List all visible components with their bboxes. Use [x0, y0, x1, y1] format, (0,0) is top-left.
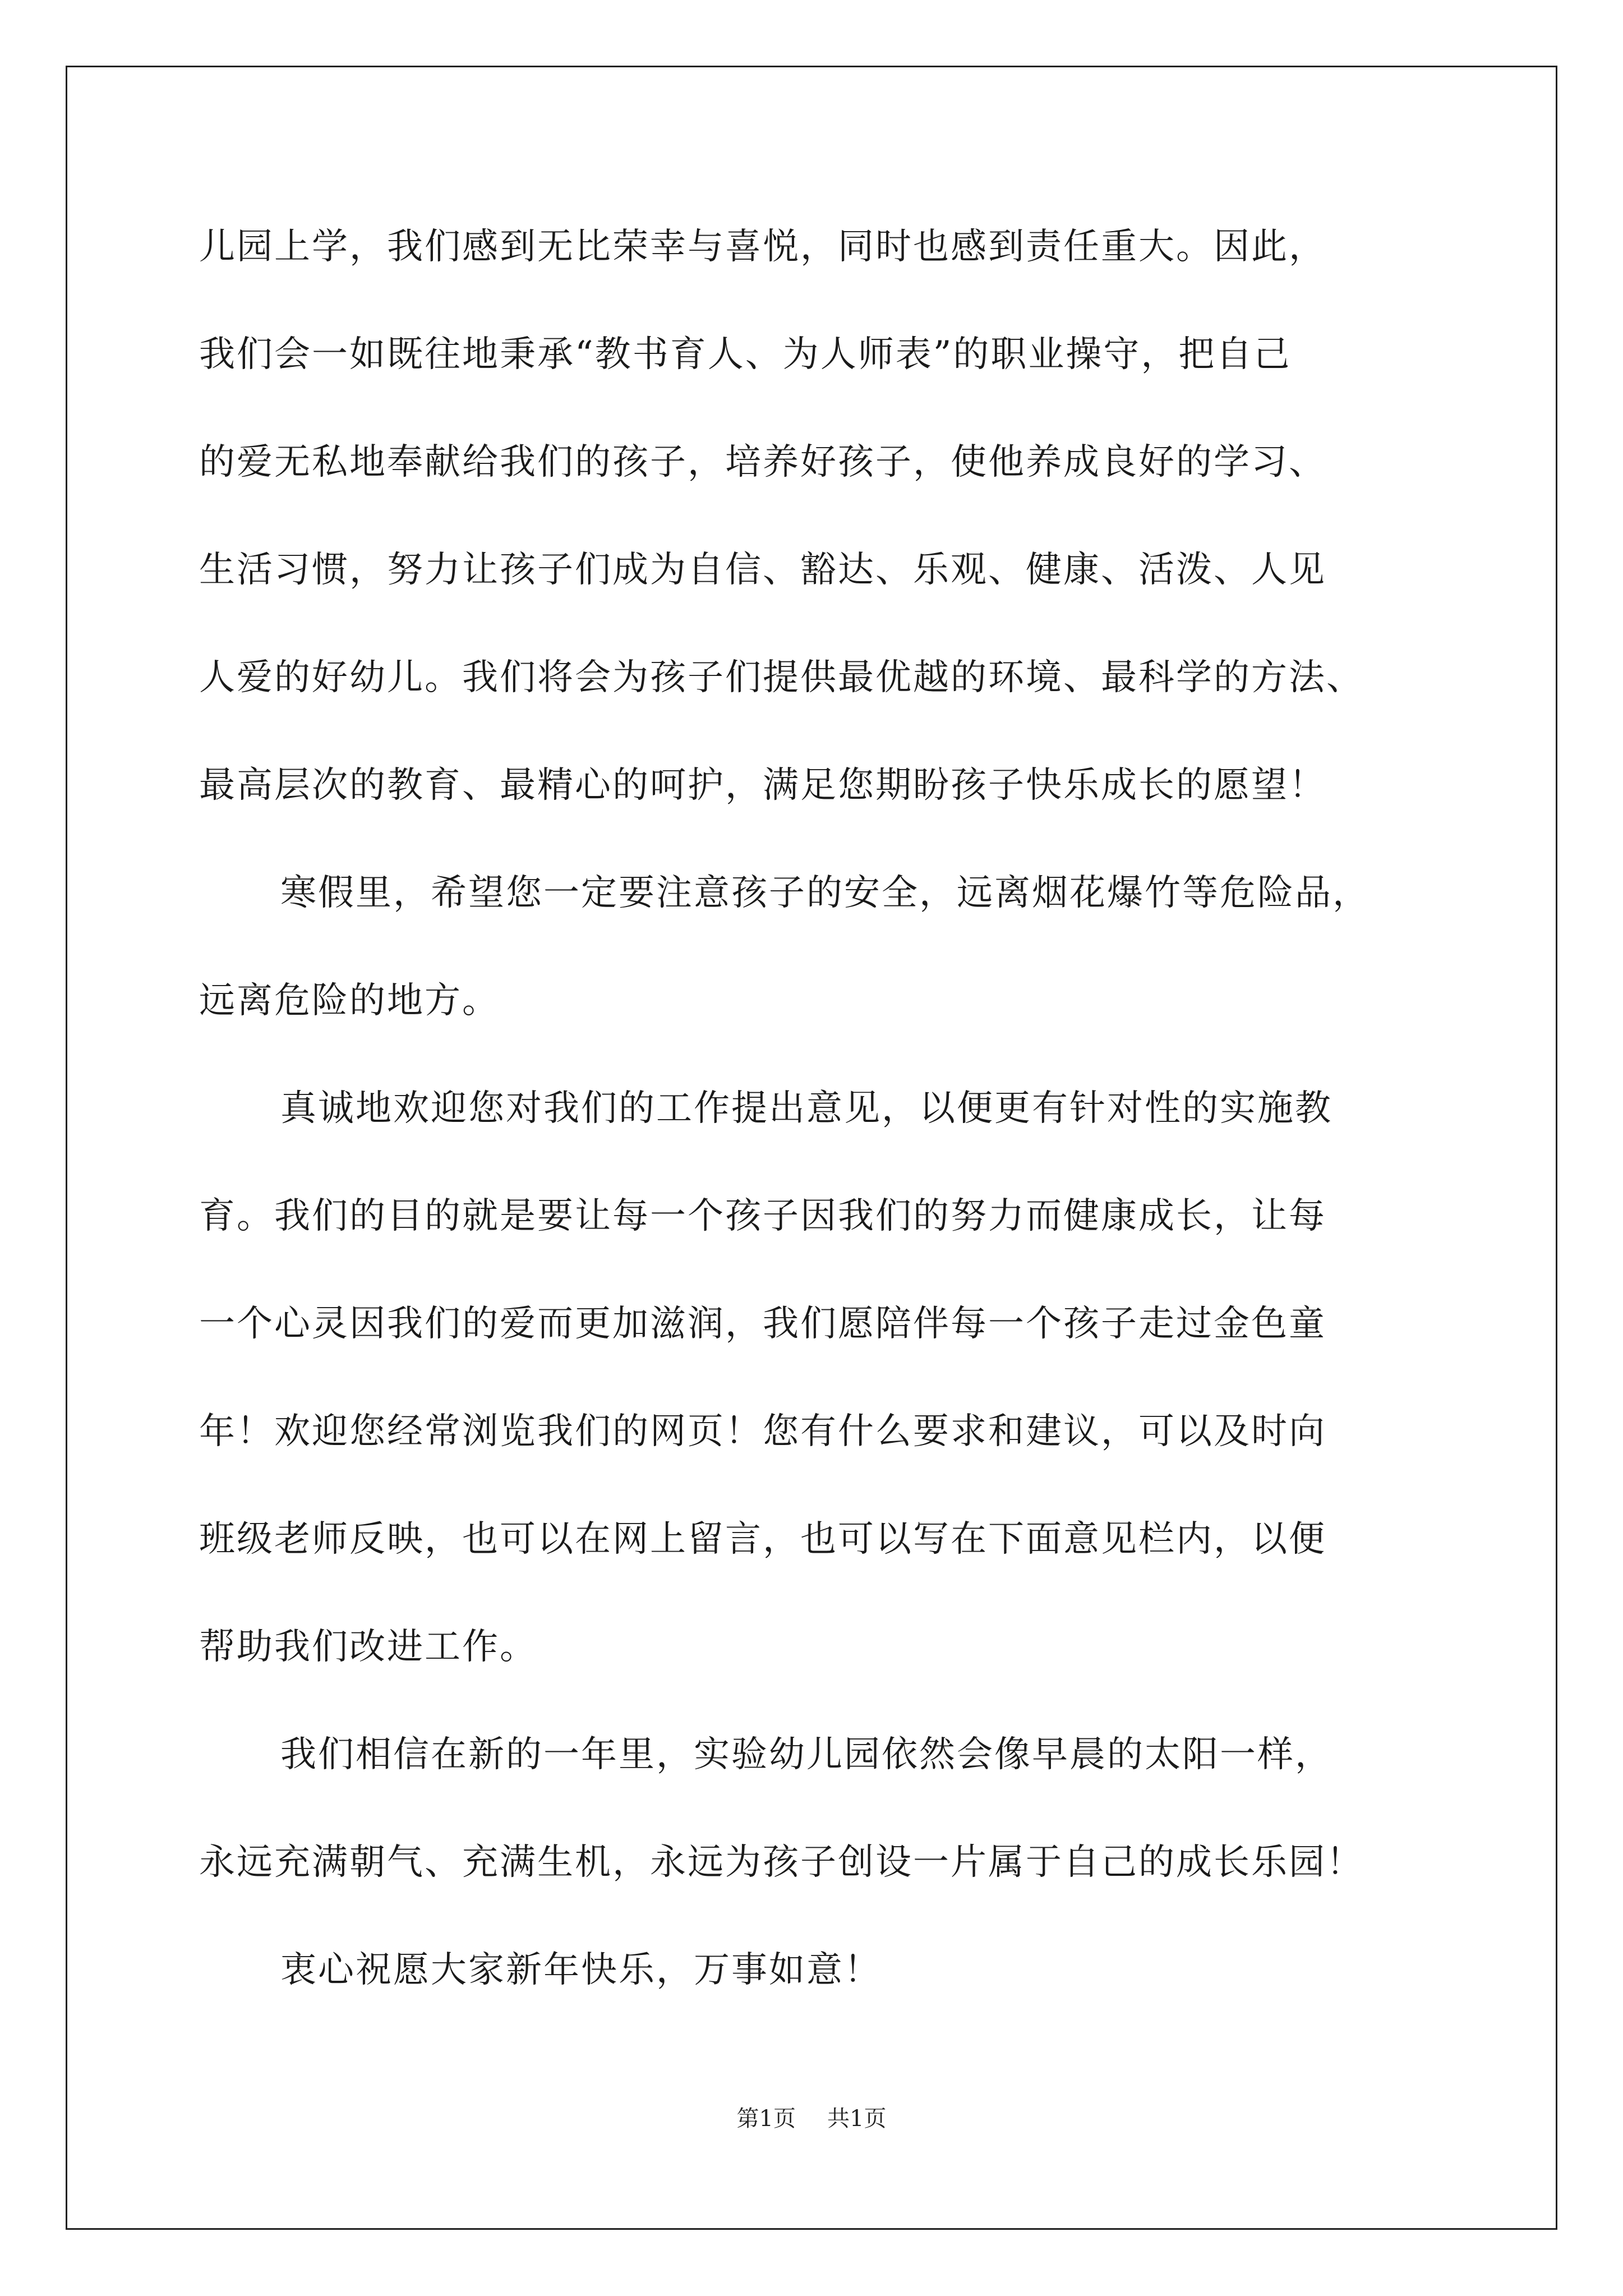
- text-line: 儿园上学，我们感到无比荣幸与喜悦，同时也感到责任重大。因此，: [199, 226, 1326, 268]
- text-line: 班级老师反映，也可以在网上留言，也可以写在下面意见栏内，以便: [199, 1519, 1326, 1560]
- page-border: [66, 66, 1557, 2230]
- text-line: 一个心灵因我们的爱而更加滋润，我们愿陪伴每一个孩子走过金色童: [199, 1303, 1326, 1345]
- text-line: 的爱无私地奉献给我们的孩子，培养好孩子，使他养成良好的学习、: [199, 441, 1326, 483]
- text-line: 育。我们的目的就是要让每一个孩子因我们的努力而健康成长，让每: [199, 1195, 1326, 1237]
- paragraph-start-line: 衷心祝愿大家新年快乐，万事如意！: [280, 1949, 882, 1991]
- text-line: 年！欢迎您经常浏览我们的网页！您有什么要求和建议，可以及时向: [199, 1411, 1326, 1452]
- text-line: 永远充满朝气、充满生机，永远为孩子创设一片属于自己的成长乐园！: [199, 1842, 1364, 1883]
- paragraph-start-line: 我们相信在新的一年里，实验幼儿园依然会像早晨的太阳一样，: [280, 1734, 1332, 1775]
- page-total: 共1页: [827, 2106, 887, 2132]
- page-footer: [0, 2105, 1623, 2133]
- paragraph-start-line: 寒假里，希望您一定要注意孩子的安全，远离烟花爆竹等危险品，: [280, 872, 1370, 914]
- text-line: 帮助我们改进工作。: [199, 1626, 537, 1668]
- text-line: 远离危险的地方。: [199, 980, 500, 1022]
- text-line: 人爱的好幼儿。我们将会为孩子们提供最优越的环境、最科学的方法、: [199, 657, 1364, 698]
- page-number: 第1页: [736, 2106, 796, 2132]
- text-line: 最高层次的教育、最精心的呵护，满足您期盼孩子快乐成长的愿望！: [199, 765, 1326, 806]
- text-line: 我们会一如既往地秉承“教书育人、为人师表”的职业操守，把自己: [199, 334, 1292, 375]
- text-line: 生活习惯，努力让孩子们成为自信、豁达、乐观、健康、活泼、人见: [199, 549, 1326, 591]
- paragraph-start-line: 真诚地欢迎您对我们的工作提出意见，以便更有针对性的实施教: [280, 1088, 1332, 1129]
